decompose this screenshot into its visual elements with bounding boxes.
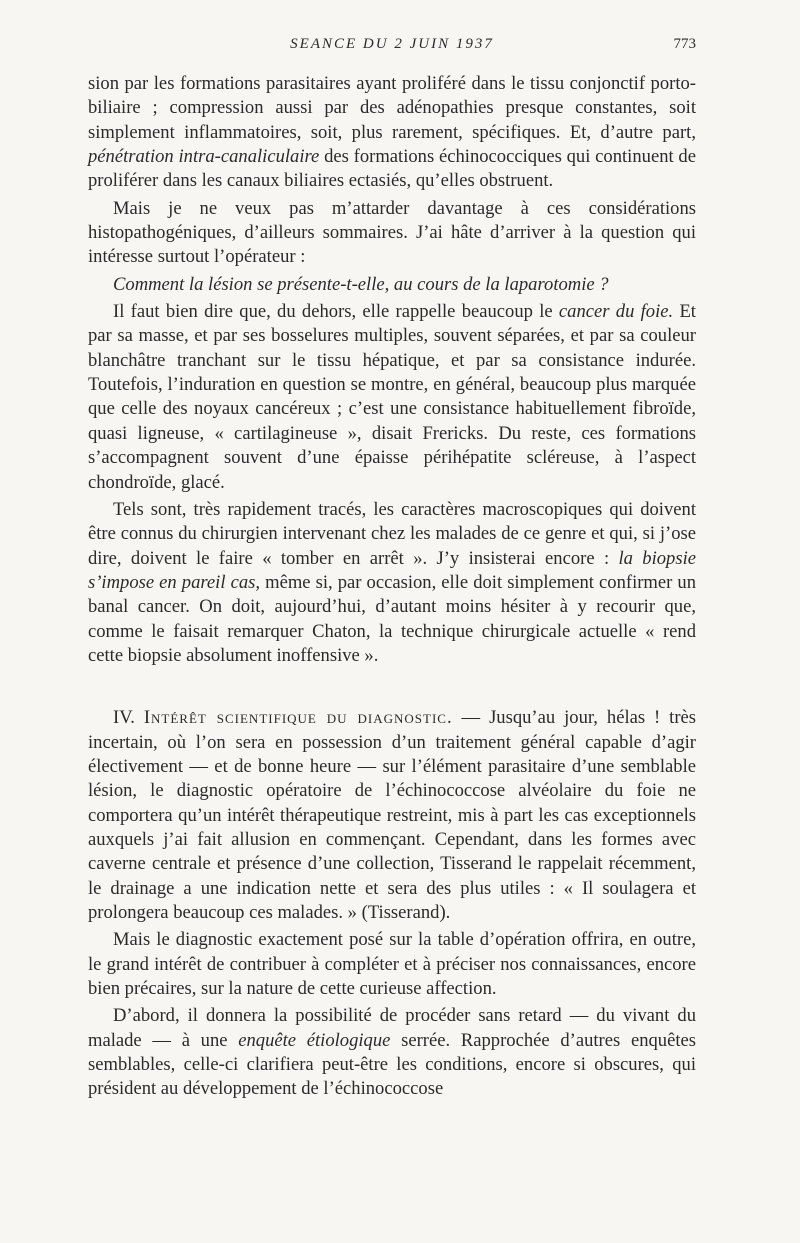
- paragraph-4-text-end: Et par sa masse, et par ses bosselures multiples, souvent séparées, et par sa couleur blanchâtre tranchant sur le tissu hépatique, et par sa consistance indurée. Toutefois, l’induration en question se montre, en général, beaucoup plus marquée que celle des noyaux cancéreux ; c’est une consistance habituellement fibroïde, quasi ligneuse, « cartilagineuse », disait Frericks. Du reste, ces formations s’accompagnent souvent d’une épaisse périhépatite scléreuse, à l’aspect chondroïde, glacé.: [88, 301, 696, 493]
- section-numeral: IV.: [113, 707, 135, 729]
- paragraph-1-text-end: des formations échinococciques qui continuent de proliférer dans les canaux biliaires ectasiés, qu’elles obstruent.: [88, 146, 696, 192]
- paragraph-4: [88, 300, 696, 495]
- paragraph-8-emphasis: enquête étiologique: [238, 1029, 391, 1051]
- paragraph-1-emphasis: pénétration intra-canaliculaire: [88, 146, 320, 168]
- paragraph-5-text: Tels sont, très rapidement tracés, les caractères macroscopiques qui doivent être connus du chirurgien intervenant chez les malades de ce genre et qui, si j’ose dire, doivent le faire « tomber en arrêt ». J’y insisterai encore :: [88, 498, 696, 569]
- paragraph-2: Mais je ne veux pas m’attarder davantage à ces considérations histopathogéniques, d’ailleurs sommaires. J’ai hâte d’arriver à la question qui intéresse surtout l’opérateur :: [88, 197, 696, 268]
- paragraph-1-text: sion par les formations parasitaires ayant proliféré dans le tissu conjonctif porto-biliaire ; compression aussi par des adénopathies presque constantes, soit simplement inflammatoires, soit, plus rarement, spécifiques. Et, d’autre part,: [88, 73, 696, 143]
- running-header: [88, 36, 696, 56]
- paragraph-5-text-end: même si, par occasion, elle doit simplement confirmer un banal cancer. On doit, aujourd’hui, d’autant moins hésiter à y recourir que, comme le faisait remarquer Chaton, la technique chirurgicale actuelle « rend cette biopsie absolument inoffensive ».: [88, 571, 696, 666]
- header-title: SEANCE DU 2 JUIN 1937: [290, 36, 494, 52]
- page-number: 773: [673, 36, 696, 52]
- paragraph-3: [88, 273, 696, 297]
- section-iv-text: — Jusqu’au jour, hélas ! très incertain, où l’on sera en possession d’un traitement général capable d’agir électivement — et de bonne heure — sur l’élément parasitaire d’une semblable lésion, le diagnostic opératoire de l’échinococcose alvéolaire du foie ne comportera qu’un intérêt thérapeutique restreint, mis à part les cas exceptionnels auxquels j’ai fait allusion en commençant. Cependant, dans les formes avec caverne centrale et présence d’une collection, Tisserand le rappelait récemment, le drainage a une indication nette et sera des plus utiles : « Il soulagera et prolongera beaucoup ces malades. » (Tisserand).: [88, 707, 697, 923]
- paragraph-3-question: Comment la lésion se présente-t-elle, au cours de la laparotomie ?: [113, 273, 609, 295]
- paragraph-8-text: D’abord, il donnera la possibilité de procéder sans retard — du vivant du malade — à une: [88, 1005, 696, 1051]
- paragraph-7: Mais le diagnostic exactement posé sur la table d’opération offrira, en outre, le grand intérêt de contribuer à compléter et à préciser nos connaissances, encore bien précaires, sur la nature de cette curieuse affection.: [88, 929, 696, 1000]
- paragraph-8-text-end: serrée. Rapprochée d’autres enquêtes semblables, celle-ci clarifiera peut-être les conditions, encore si obscures, qui président au développement de l’échinococcose: [88, 1029, 696, 1100]
- paragraph-5-emphasis: la biopsie s’impose en pareil cas,: [88, 547, 696, 593]
- paragraph-4-emphasis: cancer du foie.: [558, 301, 674, 323]
- section-iv-paragraph: [88, 706, 696, 925]
- paragraph-5: [88, 498, 696, 668]
- body-text: [88, 72, 696, 1102]
- paragraph-1: [88, 72, 696, 194]
- paragraph-8: [88, 1004, 696, 1101]
- section-heading: Intérêt scientifique du diagnostic.: [143, 707, 453, 729]
- paragraph-4-text: Il faut bien dire que, du dehors, elle rappelle beaucoup le: [113, 301, 559, 323]
